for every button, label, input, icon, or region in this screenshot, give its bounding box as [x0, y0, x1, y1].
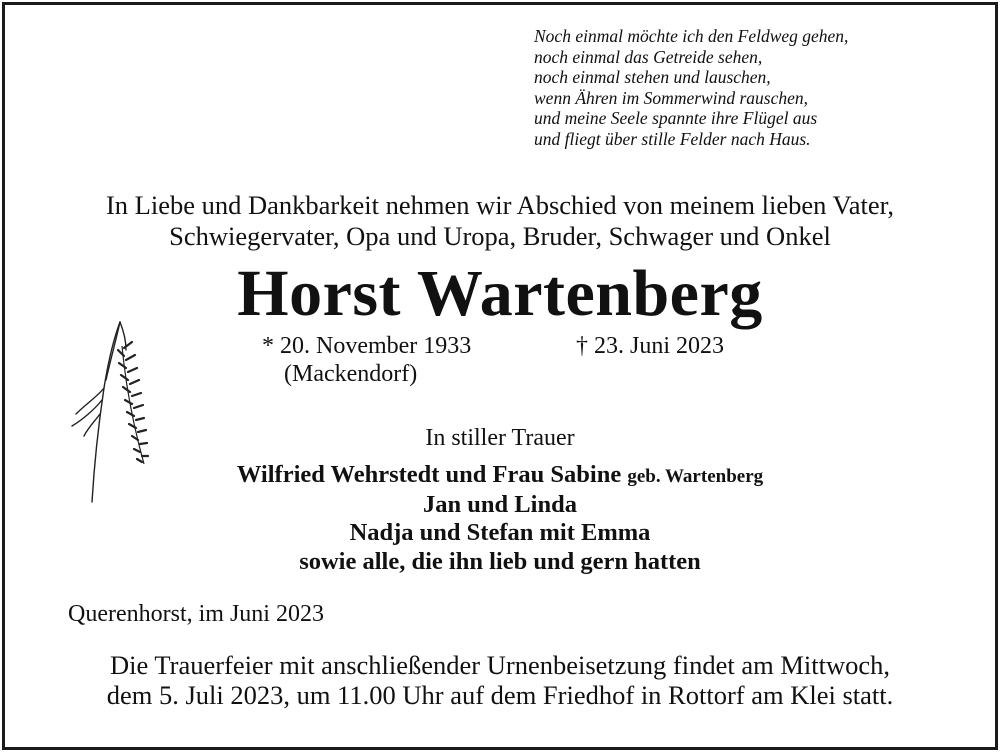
poem: [534, 26, 974, 149]
intro-line: Schwiegervater, Opa und Uropa, Bruder, Schwager und Onkel: [169, 221, 831, 251]
dateline: Querenhorst, im Juni 2023: [68, 601, 324, 627]
deceased-name: Horst Wartenberg: [237, 257, 763, 330]
intro-line: In Liebe und Dankbarkeit nehmen wir Abschied von meinem lieben Vater,: [105, 190, 895, 220]
poem-line: Noch einmal möchte ich den Feldweg gehen,: [534, 26, 849, 46]
birth-date: * 20. November 1933: [262, 333, 472, 359]
mourner-name: Wilfried Wehrstedt und Frau Sabine: [236, 461, 622, 488]
mourner-line: sowie alle, die ihn lieb und gern hatten: [299, 548, 701, 575]
mourners-intro: In stiller Trauer: [425, 425, 575, 451]
mourner-line: Jan und Linda: [423, 491, 577, 518]
service-line: Die Trauerfeier mit anschließender Urnenbeisetzung findet am Mittwoch,: [109, 650, 891, 680]
service-notice: [0, 650, 1000, 710]
mourner-line: Nadja und Stefan mit Emma: [349, 519, 651, 546]
poem-line: wenn Ähren im Sommerwind rauschen,: [534, 87, 808, 108]
poem-line: und fliegt über stille Felder nach Haus.: [534, 128, 811, 149]
maiden-name: geb. Wartenberg: [627, 466, 764, 487]
death-date: † 23. Juni 2023: [576, 333, 725, 359]
poem-line: noch einmal das Getreide sehen,: [534, 46, 763, 67]
poem-line: noch einmal stehen und lauschen,: [534, 67, 771, 87]
birthplace: (Mackendorf): [284, 361, 418, 387]
poem-line: und meine Seele spannte ihre Flügel aus: [534, 108, 818, 128]
mourner-line: [0, 460, 1000, 492]
intro-text: [0, 190, 1000, 252]
service-line: dem 5. Juli 2023, um 11.00 Uhr auf dem Friedhof in Rottorf am Klei statt.: [106, 680, 894, 710]
